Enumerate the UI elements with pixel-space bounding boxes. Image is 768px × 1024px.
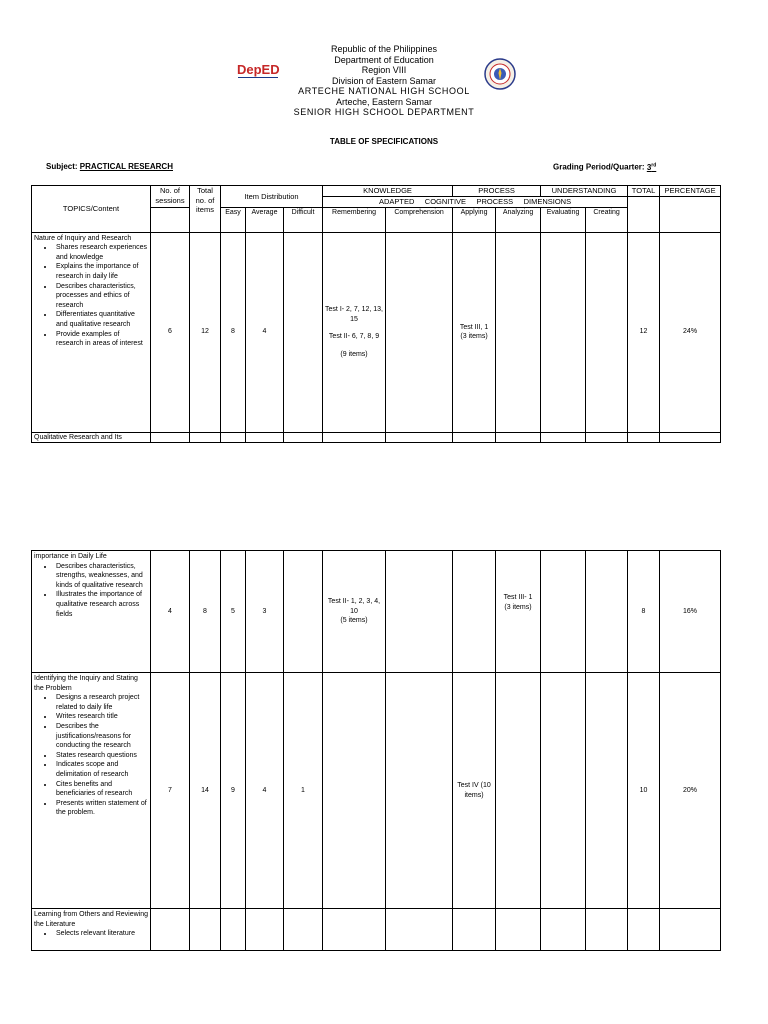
col-header-adapted-dimensions: ADAPTED COGNITIVE PROCESS DIMENSIONS	[323, 197, 628, 208]
topic-title: Nature of Inquiry and Research	[34, 234, 132, 242]
table-row	[32, 432, 721, 443]
topic-title: Identifying the Inquiry and Stating the Problem	[34, 675, 138, 692]
sessions-cell: 7	[151, 673, 190, 909]
applying-test: Test III, 1	[459, 323, 489, 331]
applying-count: (3 items)	[460, 333, 488, 341]
col-header-difficult: Difficult	[284, 207, 323, 232]
sessions-cell: 4	[151, 551, 190, 673]
col-header-creating: Creating	[586, 207, 628, 232]
total-cell: 10	[628, 673, 660, 909]
average-cell: 4	[246, 673, 284, 909]
applying-cell	[453, 232, 496, 432]
average-cell: 4	[246, 232, 284, 432]
remembering-cell	[323, 232, 386, 432]
table-row	[32, 673, 721, 909]
col-header-topics: TOPICS/Content	[32, 186, 151, 233]
table-row	[32, 232, 721, 432]
difficult-cell: 1	[284, 673, 323, 909]
total-items-cell: 8	[190, 551, 221, 673]
department-name: SENIOR HIGH SCHOOL DEPARTMENT	[293, 107, 475, 117]
list-item: • Writes research title	[54, 712, 148, 722]
list-item: • Selects relevant literature	[54, 929, 148, 939]
col-header-understanding: UNDERSTANDING	[541, 186, 628, 197]
table-row	[32, 551, 721, 673]
total-cell: 12	[628, 232, 660, 432]
list-item: • States research questions	[54, 751, 148, 761]
total-items-cell: 14	[190, 673, 221, 909]
difficult-cell	[284, 232, 323, 432]
remembering-test-i: Test I- 2, 7, 12, 13, 15	[325, 305, 384, 323]
list-item: • Illustrates the importance of qualitative research across fields	[54, 590, 148, 619]
topic-title: importance in Daily Life	[34, 553, 107, 560]
list-item: • Presents written statement of the problem.	[54, 799, 148, 818]
topic-cell	[32, 232, 151, 432]
topic-cell	[32, 551, 151, 673]
list-item: • Cites benefits and beneficiaries of research	[54, 780, 148, 799]
easy-cell: 8	[221, 232, 246, 432]
list-item: • Differentiates quantitative and qualitative research	[54, 310, 148, 329]
remembering-cell	[323, 551, 386, 673]
grading-period-line	[553, 162, 656, 172]
col-header-total: TOTAL	[628, 186, 660, 197]
easy-cell: 5	[221, 551, 246, 673]
list-item: • Designs a research project related to daily life	[54, 693, 148, 712]
topic-competencies	[34, 243, 148, 349]
topic-competencies	[34, 693, 148, 818]
school-address: Arteche, Eastern Samar	[335, 96, 433, 107]
specifications-table-part-2	[31, 550, 721, 951]
total-items-cell: 12	[190, 232, 221, 432]
col-header-average: Average	[246, 207, 284, 232]
analyzing-cell	[496, 551, 541, 673]
col-header-total-items: Total no. of items	[190, 186, 221, 233]
list-item: • Indicates scope and delimitation of research	[54, 760, 148, 779]
grading-value: 3rd	[646, 162, 657, 172]
topic-cell	[32, 673, 151, 909]
table-row	[32, 909, 721, 951]
col-header-applying: Applying	[453, 207, 496, 232]
total-cell: 8	[628, 551, 660, 673]
header-line-3: Region VIII	[361, 65, 407, 75]
list-item: • Explains the importance of research in daily life	[54, 262, 148, 281]
grading-label: Grading Period/Quarter:	[553, 162, 645, 172]
document-header	[0, 44, 768, 118]
subject-line	[46, 162, 173, 171]
header-line-4: Division of Eastern Samar	[331, 75, 437, 86]
analyzing-count: (3 items)	[504, 603, 532, 611]
analyzing-test: Test III- 1	[503, 593, 533, 601]
document-title: TABLE OF SPECIFICATIONS	[329, 137, 439, 146]
list-item: • Describes characteristics, strengths, weaknesses, and kinds of qualitative research	[54, 562, 148, 591]
col-header-analyzing: Analyzing	[496, 207, 541, 232]
col-header-item-distribution: Item Distribution	[221, 186, 323, 208]
school-name: ARTECHE NATIONAL HIGH SCHOOL	[298, 86, 470, 96]
list-item: • Shares research experiences and knowledge	[54, 243, 148, 262]
subject-label: Subject:	[46, 162, 78, 171]
topic-cell: Qualitative Research and Its	[32, 432, 151, 443]
average-cell: 3	[246, 551, 284, 673]
remembering-test-ii: Test II- 6, 7, 8, 9	[328, 333, 380, 341]
topic-title: Learning from Others and Reviewing the Literature	[34, 911, 149, 928]
col-header-easy: Easy	[221, 207, 246, 232]
sessions-cell: 6	[151, 232, 190, 432]
applying-cell: Test IV (10 items)	[453, 673, 496, 909]
topic-competencies	[34, 562, 148, 620]
col-header-knowledge: KNOWLEDGE	[323, 186, 453, 197]
subject-value: PRACTICAL RESEARCH	[79, 162, 173, 171]
col-header-evaluating: Evaluating	[541, 207, 586, 232]
col-header-percentage: PERCENTAGE	[660, 186, 721, 197]
specifications-table-part-1	[31, 185, 721, 443]
header-line-1: Republic of the Philippines	[330, 44, 438, 54]
list-item: • Provide examples of research in areas of interest	[54, 330, 148, 349]
deped-logo-text: DepED	[237, 62, 280, 77]
remembering-count: (5 items)	[340, 617, 368, 625]
percentage-cell: 20%	[660, 673, 721, 909]
col-header-comprehension: Comprehension	[386, 207, 453, 232]
topic-cell	[32, 909, 151, 951]
percentage-cell: 24%	[660, 232, 721, 432]
col-header-remembering: Remembering	[323, 207, 386, 232]
topic-competencies	[34, 929, 148, 939]
list-item: • Describes characteristics, processes and ethics of research	[54, 282, 148, 311]
remembering-test-ii: Test II- 1, 2, 3, 4, 10	[327, 598, 381, 615]
percentage-cell: 16%	[660, 551, 721, 673]
easy-cell: 9	[221, 673, 246, 909]
col-header-sessions: No. of sessions	[151, 186, 190, 208]
header-line-2: Department of Education	[334, 54, 434, 65]
list-item: • Describes the justifications/reasons for conducting the research	[54, 722, 148, 751]
remembering-count: (9 items)	[340, 350, 368, 358]
col-header-process: PROCESS	[453, 186, 541, 197]
